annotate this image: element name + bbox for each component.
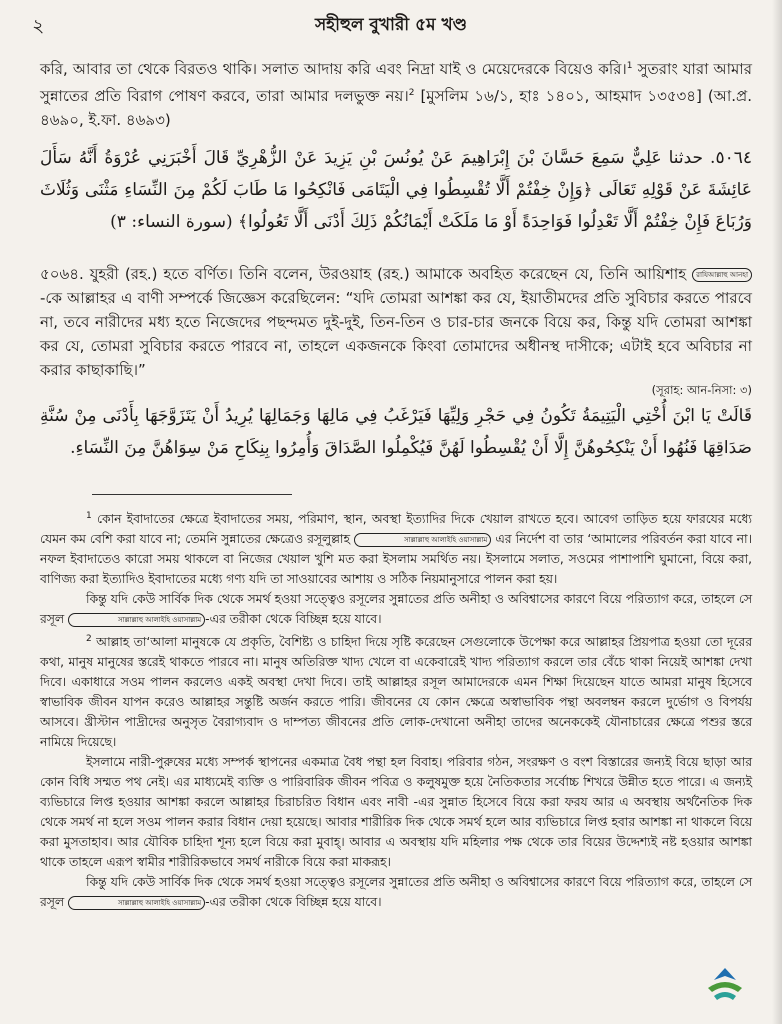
footnotes xyxy=(40,506,752,912)
footnote-2-text: আল্লাহ তা‘আলা মানুষকে যে প্রকৃতি, বৈশিষ্ট্য ও চাহিদা দিয়ে সৃষ্টি করেছেন সেগুলোকে উপেক্ষা করে আল্লাহর প্রিয়পাত্র হওয়া তো দূরের কথা, মানুষ মানুষের স্তরেই থাকতে পারবে না। মানুষ অতিরিক্ত খাদ্য খেলে বা একেবারেই খাদ্য পরিত্যাগ করলে তার বেঁচে থাকা নিয়েই আশঙ্কা দেখা দিবে। একাধারে সওম পালন করলেও একই অবস্থা দেখা দিবে। তাই আল্লাহর রসূল আমাদেরকে এমন শিক্ষা দিয়েছেন যাতে আমরা মানুষ হিসেবে স্বাভাবিক জীবন যাপন করেও আল্লাহর সন্তুষ্টি অর্জন করতে পারি। জীবনের যে কোন ক্ষেত্রে অস্বাভাবিক পন্থা অবলম্বন করলে দুর্ভোগ ও বিপর্যয় আসবে। খ্রীস্টান পাদ্রীদের অনুসৃত বৈরাগ্যবাদ ও দাম্পত্য জীবনের প্রতি লোক-দেখানো অনীহা তাদের অনেককেই যৌনাচারের ক্ষেত্রে পশুর স্তরে নামিয়ে দিয়েছে। xyxy=(40,635,752,750)
footnote-2-para-2: ইসলামে নারী-পুরুষের মধ্যে সম্পর্ক স্থাপনের একমাত্র বৈধ পন্থা হল বিবাহ। পরিবার গঠন, সংরক্ষণ ও বংশ বিস্তারের জন্যই বিয়ে ছাড়া আর কোন বিধি সম্মত পথ নেই। এর মাধ্যমেই ব্যক্তি ও পারিবারিক জীবন পবিত্র ও কলুষমুক্ত হয়ে নৈতিকতার সর্বোচ্চ শিখরে উন্নীত হতে পারে। এ জন্যই ব্যভিচারে লিপ্ত হওয়ার আশঙ্কা করলে আল্লাহর চিরাচরিত বিধান এবং নাবী -এর সুন্নাত হিসেবে বিয়ে করা ফরয আর এ অবস্থায় অর্থনৈতিক দিক থেকে সমর্থ না হলে সওম পালন করার বিধান দেয়া হয়েছে। আবার শারীরিক দিক থেকে সমর্থ হলে আর ব্যভিচারে লিপ্ত হবার আশঙ্কা না থাকলে বিয়ে করা মুসতাহাব। আর যৌবিক চাহিদা শূন্য হলে বিয়ে করা মুবাহ্‌। আবার এ অবস্থায় যদি মহিলার পক্ষ থেকে তার বিয়ের উদ্দেশ্যই নষ্ট হওয়ার আশঙ্কা থাকে তাহলে এরূপ স্বামীর শারীরিকভাবে সমর্থ নারীকে বিয়ে করা মাকরূহ। xyxy=(40,755,752,870)
intro-reference: [মুসলিম ১৬/১, হাঃ xyxy=(420,87,540,105)
publisher-logo-icon xyxy=(700,962,750,1012)
page-header xyxy=(30,8,752,38)
footnote-1-para-1 xyxy=(40,506,752,589)
hadith-bengali-text xyxy=(40,262,752,382)
page-number: ২ xyxy=(32,15,45,37)
footnote-1-para-2-b: -এর তরীকা থেকে বিচ্ছিন্ন হয়ে যাবে। xyxy=(205,612,382,627)
hadith-arabic-isnad xyxy=(40,142,752,238)
saw-seal: সাল্লাল্লাহু আলাইহি ওয়াসাল্লাম xyxy=(354,533,491,547)
intro-reference-cont: ১৪০১, আহমাদ ১৩৫৩৪] (আ.প্র. ৪৬৯০, ই.ফা. ৪৬৯৩) xyxy=(40,87,752,129)
hadith-bengali-b: -কে আল্লাহর এ বাণী সম্পর্কে জিজ্ঞেস করেছিলেন: “যদি তোমরা আশঙ্কা কর যে, ইয়াতীমদের প্রতি সুবিচার করতে পারবে না, তবে নারীদের মধ্য হতে নিজেদের পছন্দমত দুই-দুই, তিন-তিন ও চার-চার জনকে বিয়ে কর, কিন্তু যদি তোমরা আশঙ্কা কর যে, তোমরা সুবিচার করতে পারবে না, তাহলে একজনকে কিংবা তোমাদের অধীনস্থ দাসীকে; এটাই হবে অবিচার না করার কাছাকাছি।” xyxy=(40,289,752,379)
saw-seal: সাল্লাল্লাহু আলাইহি ওয়াসাল্লাম xyxy=(68,613,205,627)
footnote-2-marker: 2 xyxy=(86,634,92,645)
book-title: সহীহুল বুখারী ৫ম খণ্ড xyxy=(314,15,468,35)
arabic-isnad-text: ٥٠٦٤. حدثنا عَلِيٌّ سَمِعَ حَسَّانَ بْنَ إِبْرَاهِيمَ عَنْ يُونُسَ بْنِ يَزِيدَ عَنْ الزُّهْرِيِّ قَالَ أَخْبَرَنِي عُرْوَةُ أَنَّهُ سَأَلَ عَائِشَةَ عَنْ قَوْلِهِ تَعَالَى ﴿وَإِنْ خِفْتُمْ أَلَّا تُقْسِطُوا فِي الْيَتَامَى فَانْكِحُوا مَا طَابَ لَكُمْ مِنَ النِّسَاءِ مَثْنَى وَثُلَاثَ وَرُبَاعَ فَإِنْ خِفْتُمْ أَلَّا تَعْدِلُوا فَوَاحِدَةً أَوْ مَا مَلَكَتْ أَيْمَانُكُمْ ذَلِكَ أَدْنَى أَلَّا تَعُولُوا﴾ (سورة النساء: ٣) xyxy=(40,148,752,232)
hadith-bengali-a: যুহরী (রহ.) হতে বর্ণিত। তিনি বলেন, উরওয়াহ (রহ.) আমাকে অবহিত করেছেন যে, তিনি আয়িশাহ xyxy=(89,265,687,283)
arabic-matn-text: قَالَتْ يَا ابْنَ أُخْتِي الْيَتِيمَةُ تَكُونُ فِي حَجْرِ وَلِيِّهَا فَيَرْغَبُ فِي مَالِهَا وَجَمَالِهَا يُرِيدُ أَنْ يَتَزَوَّجَهَا بِأَدْنَى مِنْ سُنَّةِ صَدَاقِهَا فَنُهُوا أَنْ يَنْكِحُوهُنَّ إِلَّا أَنْ يُقْسِطُوا لَهُنَّ فَيُكْمِلُوا الصَّدَاقَ وَأُمِرُوا بِنِكَاحِ مَنْ سِوَاهُنَّ مِنَ النِّسَاءِ. xyxy=(40,406,752,458)
hadith-arabic-matn xyxy=(40,400,752,464)
footnote-2-para-3-a: কিন্তু যদি কেউ সার্বিক দিক থেকে সমর্থ হওয়া সত্ত্বেও রসূলের সুন্নাতের প্রতি অনীহা ও অবিশ্বাসের কারণে বিয়ে পরিত্যাগ করে, তাহলে সে রসূল xyxy=(40,875,752,910)
footnote-1-text-a: কোন ইবাদাতের ক্ষেত্রে ইবাদাতের সময়, পরিমাণ, স্থান, অবস্থা ইত্যাদির দিকে খেয়াল রাখতে হবে। আবেগ তাড়িত হয়ে ফারযের মধ্যে যেমন কম বেশি করা যাবে না; তেমনি সুন্নাতের ক্ষেত্রেও রসূলুল্লাহ xyxy=(40,512,752,547)
footnote-2-para-3 xyxy=(40,872,752,912)
intro-line-2: সুতরাং যারা আমার সুন্নাতের প্রতি বিরাগ পোষণ করবে, তারা আমার দলভুক্ত নয়। xyxy=(40,60,752,105)
intro-line-1: করি, আবার তা থেকে বিরতও থাকি। সলাত আদায় করি এবং নিদ্রা যাই ও মেয়েদেরকে বিয়েও করি। xyxy=(40,60,627,78)
logo-wave-icon xyxy=(714,992,736,1000)
page-edge-shadow xyxy=(772,0,782,1024)
footnote-marker-1[interactable]: 1 xyxy=(626,61,633,71)
footnote-2-para-3-b: -এর তরীকা থেকে বিচ্ছিন্ন হয়ে যাবে। xyxy=(205,895,382,910)
footnote-divider xyxy=(92,494,292,495)
logo-arc-icon xyxy=(708,982,742,992)
footnote-1-text-b: এর নির্দেশ বা তার ‘আমালের পরিবর্তন করা যাবে না। নফল ইবাদাতেও কারো সময় থাকলে বা নিজের খেয়াল খুশি মত করা ইসলাম সমর্থিত নয়। ইসলামে সলাত, সওমের পাশাপাশি ঘুমানো, বিয়ে করা, বাণিজ্য করা ইত্যাদিও ইবাদাতের মধ্যে গণ্য যদি তা সাওয়াবের আশায় ও সঠিক নিয়মানুসারে পালন করা হয়। xyxy=(40,532,752,587)
footnote-marker-2[interactable]: 2 xyxy=(408,88,415,98)
logo-roof-icon xyxy=(714,968,736,980)
surah-reference: (সূরাহ: আন-নিসা: ৩) xyxy=(651,383,752,397)
saw-seal: সাল্লাল্লাহু আলাইহি ওয়াসাল্লাম xyxy=(68,896,205,910)
radiallahu-anha-seal: রাযিআল্লাহু আনহা xyxy=(692,268,752,282)
intro-paragraph xyxy=(40,54,752,132)
footnote-2-para-1 xyxy=(40,629,752,752)
hadith-number: ৫০৬৪. xyxy=(40,265,84,283)
footnote-1-marker: 1 xyxy=(86,511,92,521)
intro-text xyxy=(40,54,752,132)
hadith-bengali xyxy=(40,262,752,401)
footnote-1-para-2-a: কিন্তু যদি কেউ সার্বিক দিক থেকে সমর্থ হওয়া সত্ত্বেও রসূলের সুন্নাতের প্রতি অনীহা ও অবিশ্বাসের কারণে বিয়ে পরিত্যাগ করে, তাহলে সে রসূল xyxy=(40,592,752,627)
footnote-1-para-2 xyxy=(40,589,752,629)
